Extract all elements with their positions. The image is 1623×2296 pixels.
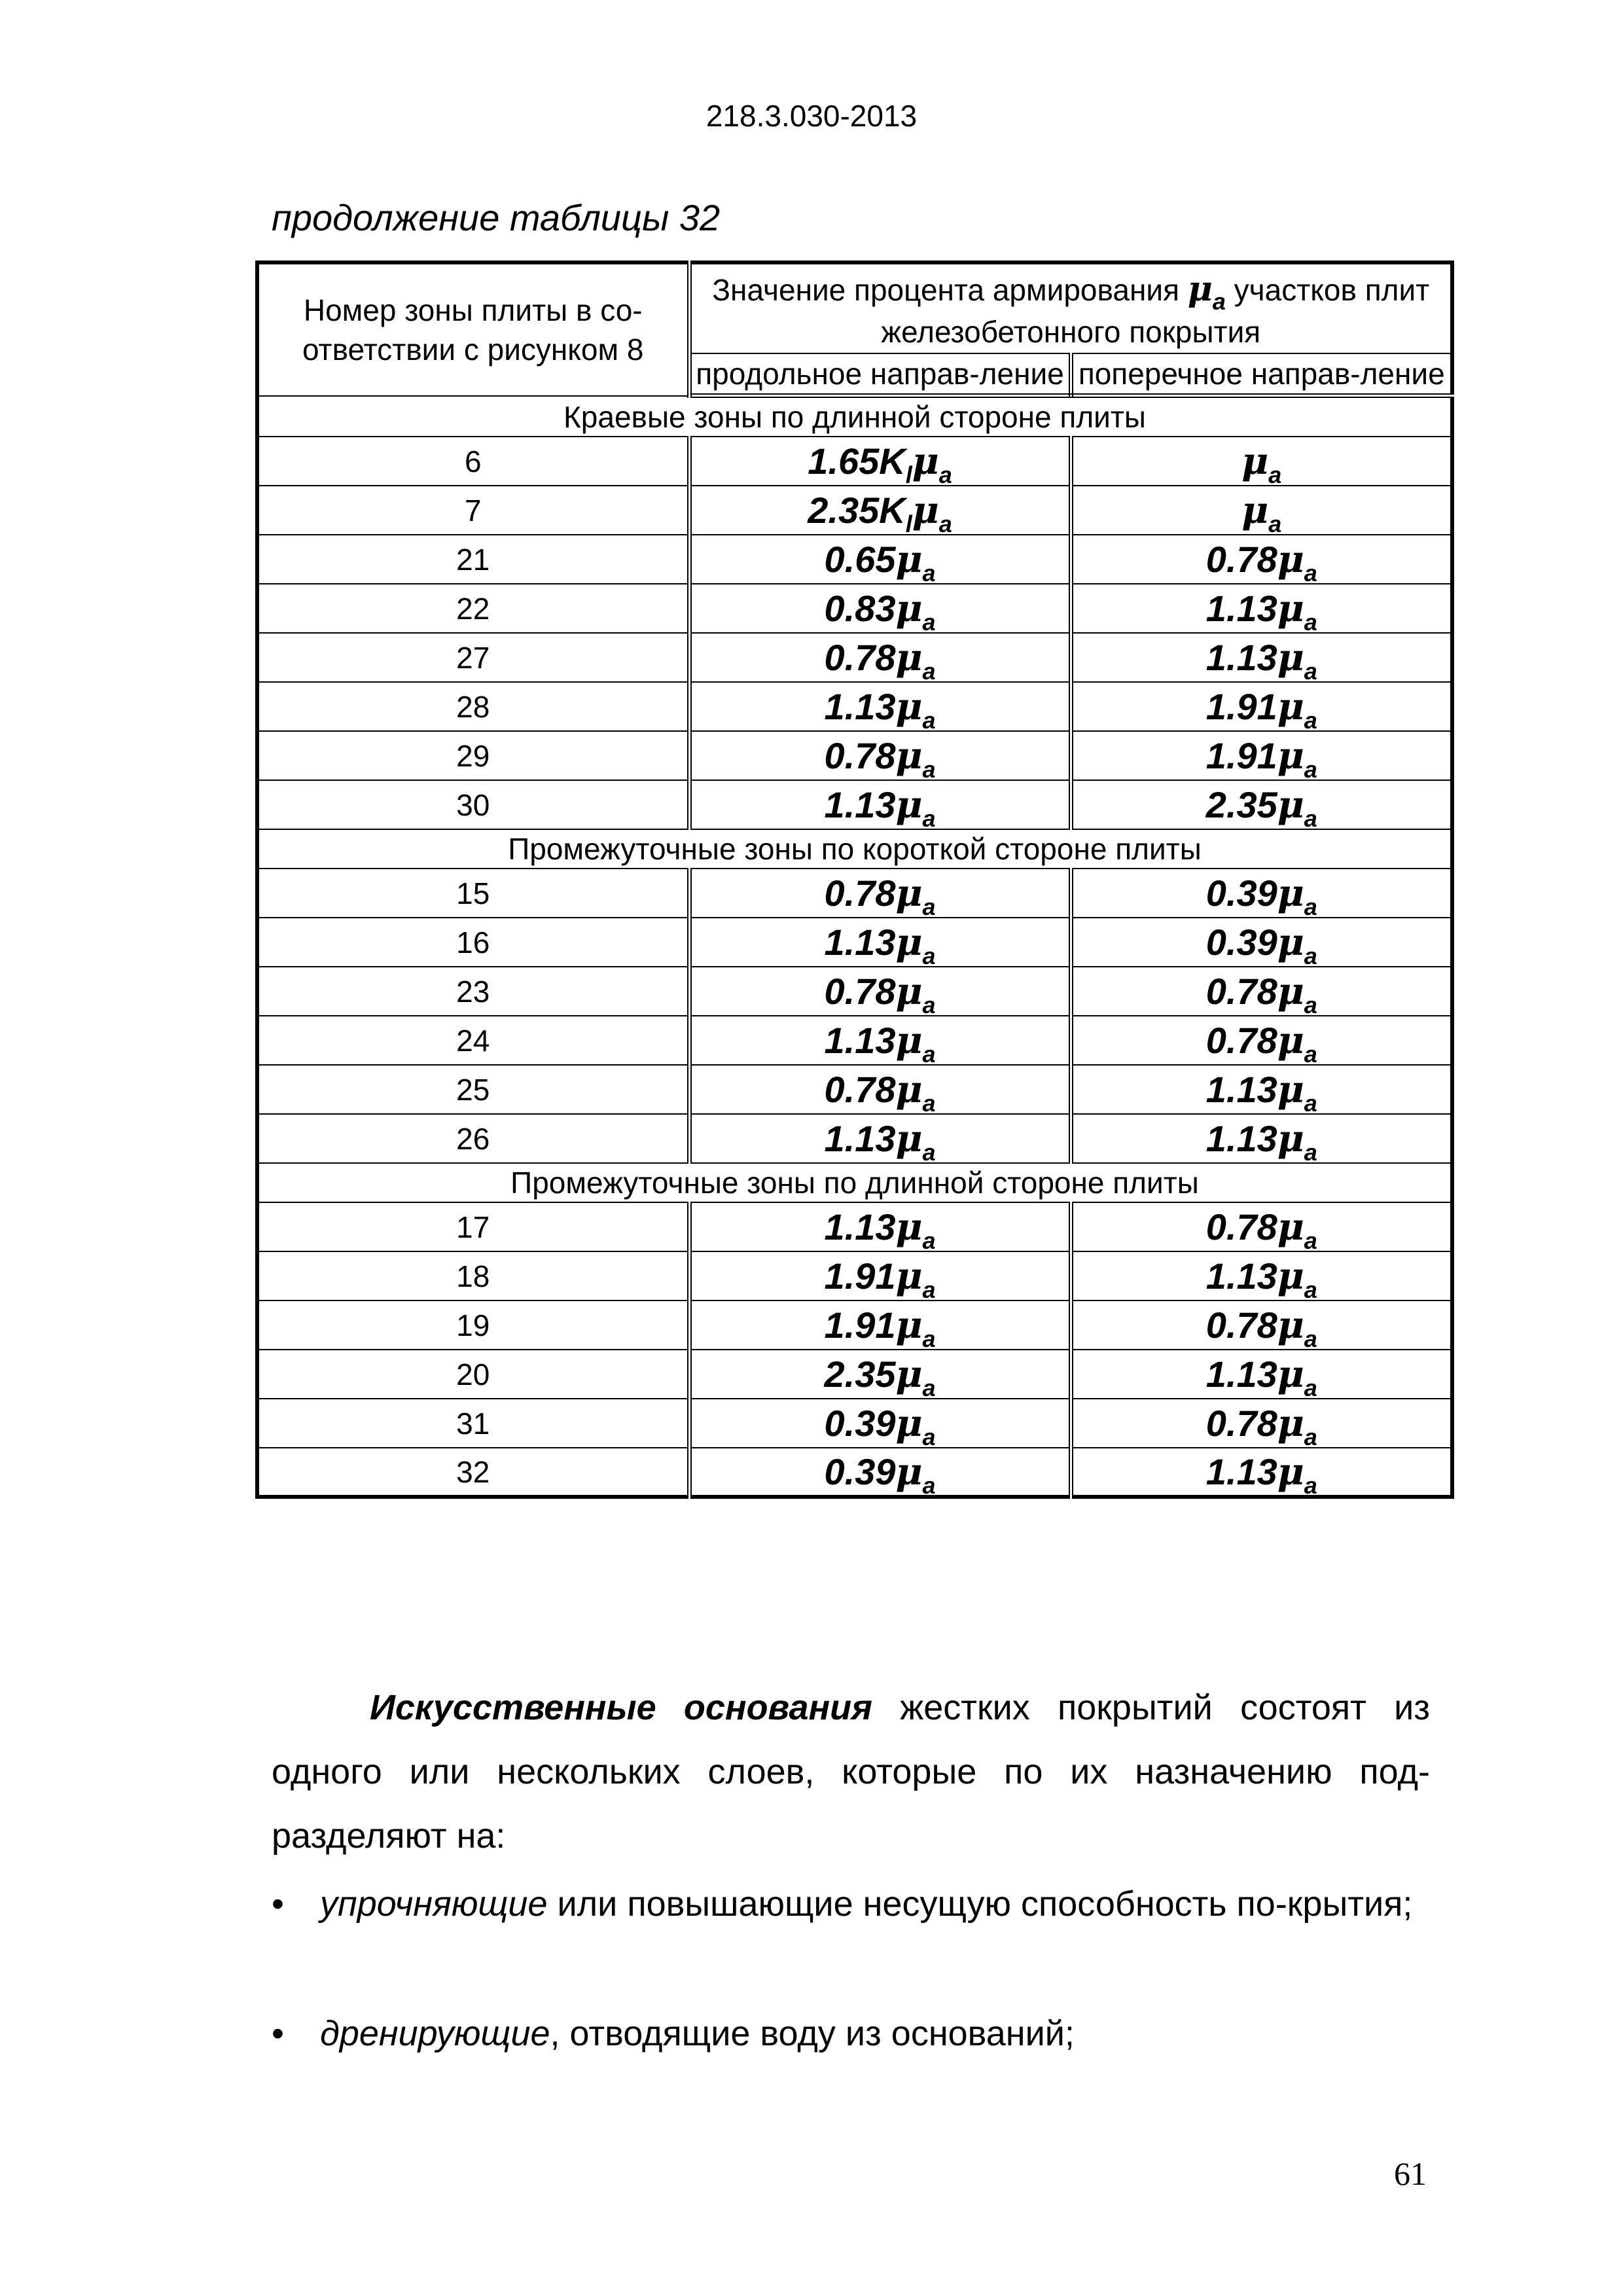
mu-subscript: a bbox=[922, 1325, 936, 1352]
mu-subscript: a bbox=[1304, 608, 1317, 636]
document-code: 218.3.030-2013 bbox=[705, 99, 918, 133]
value-number: 0.78 bbox=[824, 636, 896, 678]
zone-number: 27 bbox=[257, 633, 689, 682]
value-number: 0.39 bbox=[1205, 872, 1277, 914]
mu-subscript: a bbox=[1304, 804, 1317, 832]
zone-number-header: Номер зоны плиты в со-ответствии с рисунком 8 bbox=[257, 262, 689, 396]
mu-symbol: μ bbox=[1277, 1352, 1304, 1396]
mu-subscript: a bbox=[1304, 1040, 1317, 1067]
section-title: Краевые зоны по длинной стороне плиты bbox=[257, 396, 1452, 437]
table-row bbox=[257, 486, 1452, 535]
mu-symbol: μ bbox=[1277, 969, 1304, 1013]
mu-symbol: μ bbox=[1277, 1450, 1304, 1494]
mu-symbol: μ bbox=[895, 1450, 923, 1494]
longitudinal-value bbox=[689, 437, 1071, 486]
value-number: 0.78 bbox=[1205, 1206, 1277, 1247]
value-number: 0.78 bbox=[824, 872, 896, 914]
value-number: 1.13 bbox=[824, 921, 896, 963]
mu-subscript: a bbox=[922, 1471, 936, 1499]
longitudinal-value bbox=[689, 918, 1071, 967]
mu-symbol: μ bbox=[1277, 537, 1304, 581]
table-row bbox=[257, 1448, 1452, 1497]
bullet-dot: • bbox=[272, 2014, 284, 2053]
value-number: 2.35 bbox=[1205, 783, 1277, 825]
value-number: 1.13 bbox=[1205, 1353, 1277, 1395]
zone-number: 24 bbox=[257, 1016, 689, 1065]
longitudinal-value bbox=[689, 584, 1071, 636]
value-number: 1.13 bbox=[824, 1117, 896, 1159]
bullet-rest: или повышающие несущую способность по-крытия; bbox=[547, 1884, 1413, 1924]
longitudinal-value bbox=[689, 1251, 1071, 1303]
value-number: 0.78 bbox=[824, 1068, 896, 1110]
mu-subscript: a bbox=[1304, 1138, 1317, 1166]
mu-subscript: a bbox=[1304, 1471, 1317, 1499]
transverse-value bbox=[1071, 437, 1452, 486]
mu-symbol: μ bbox=[1277, 871, 1304, 915]
transverse-value bbox=[1071, 486, 1452, 535]
mu-subscript: a bbox=[938, 461, 952, 488]
mu-symbol: μ bbox=[895, 586, 923, 630]
transverse-value bbox=[1071, 633, 1452, 685]
mu-subscript: a bbox=[1268, 510, 1282, 537]
transverse-value bbox=[1071, 967, 1452, 1016]
mu-symbol: μ bbox=[895, 783, 923, 827]
mu-symbol: μ bbox=[1277, 586, 1304, 630]
mu-subscript: a bbox=[1304, 755, 1317, 783]
mu-subscript: a bbox=[938, 510, 952, 537]
table-row bbox=[257, 731, 1452, 780]
value-number: 1.13 bbox=[1205, 1255, 1277, 1297]
mu-subscript: a bbox=[1304, 1423, 1317, 1450]
mu-subscript: a bbox=[1304, 1089, 1317, 1117]
mu-symbol: μ bbox=[1241, 488, 1269, 532]
longitudinal-value bbox=[689, 486, 1071, 535]
longitudinal-value bbox=[689, 1016, 1071, 1065]
mu-symbol: μ bbox=[895, 1303, 923, 1347]
mu-symbol: μ bbox=[895, 734, 923, 778]
value-number: 1.13 bbox=[1205, 1068, 1277, 1110]
zone-number: 6 bbox=[257, 437, 689, 486]
mu-symbol: μ bbox=[1241, 439, 1269, 483]
table-row bbox=[257, 1016, 1452, 1065]
mu-symbol: μ bbox=[895, 685, 923, 728]
body-paragraph bbox=[272, 1676, 1430, 1868]
mu-subscript: a bbox=[922, 1138, 936, 1166]
table-row bbox=[257, 780, 1452, 829]
zone-number: 16 bbox=[257, 918, 689, 967]
mu-subscript: a bbox=[1304, 1227, 1317, 1254]
transverse-value bbox=[1071, 869, 1452, 918]
value-number: 0.83 bbox=[824, 587, 896, 629]
mu-symbol: μ bbox=[1277, 636, 1304, 679]
mu-subscript: a bbox=[1304, 991, 1317, 1018]
mu-subscript: a bbox=[922, 1276, 936, 1303]
mu-symbol: μ bbox=[912, 439, 939, 483]
value-number: 1.91 bbox=[824, 1304, 896, 1346]
zone-number: 21 bbox=[257, 535, 689, 584]
mu-symbol: μ bbox=[1277, 1205, 1304, 1249]
value-number: 0.78 bbox=[1205, 538, 1277, 580]
value-number: 1.91 bbox=[1205, 734, 1277, 776]
zone-number: 20 bbox=[257, 1350, 689, 1399]
mu-subscript: a bbox=[922, 755, 936, 783]
value-number: 2.35K bbox=[808, 489, 906, 531]
transverse-value bbox=[1071, 1448, 1452, 1497]
table-row bbox=[257, 584, 1452, 633]
mu-symbol: μ bbox=[895, 920, 923, 964]
mu-subscript: a bbox=[1304, 1276, 1317, 1303]
mu-symbol: μ bbox=[1277, 1401, 1304, 1445]
zone-number: 18 bbox=[257, 1251, 689, 1300]
reinforcement-group-header bbox=[689, 262, 1452, 353]
bullet-item bbox=[272, 1872, 1430, 1936]
value-number: 2.35 bbox=[824, 1353, 896, 1395]
zone-number: 30 bbox=[257, 780, 689, 829]
mu-subscript: a bbox=[922, 657, 936, 685]
zone-number: 31 bbox=[257, 1399, 689, 1448]
group-header-text: Значение процента армирования bbox=[712, 273, 1180, 307]
value-number: 0.78 bbox=[824, 970, 896, 1012]
longitudinal-value bbox=[689, 535, 1071, 584]
mu-symbol: μ bbox=[1277, 685, 1304, 728]
mu-subscript: a bbox=[922, 804, 936, 832]
section-title: Промежуточные зоны по длинной стороне плиты bbox=[257, 1163, 1452, 1202]
zone-number: 17 bbox=[257, 1202, 689, 1251]
mu-symbol: μ bbox=[895, 636, 923, 679]
mu-subscript: a bbox=[922, 1227, 936, 1254]
mu-symbol: μ bbox=[895, 1254, 923, 1298]
value-number: 0.39 bbox=[824, 1402, 896, 1444]
value-number: 0.65 bbox=[824, 538, 896, 580]
mu-subscript: a bbox=[1212, 288, 1226, 315]
longitudinal-value bbox=[689, 1448, 1071, 1497]
mu-subscript: a bbox=[922, 991, 936, 1018]
value-number: 1.13 bbox=[824, 685, 896, 727]
transverse-value bbox=[1071, 1300, 1452, 1350]
section-title: Промежуточные зоны по короткой стороне плиты bbox=[257, 829, 1452, 869]
mu-subscript: a bbox=[1304, 706, 1317, 734]
table-row bbox=[257, 1065, 1452, 1114]
longitudinal-header: продольное направ-ление bbox=[689, 353, 1071, 396]
longitudinal-value bbox=[689, 869, 1071, 918]
mu-symbol: μ bbox=[1277, 734, 1304, 778]
bullet-dot: • bbox=[272, 1884, 284, 1924]
value-number: 1.13 bbox=[1205, 1450, 1277, 1492]
mu-subscript: a bbox=[922, 1374, 936, 1401]
transverse-value bbox=[1071, 918, 1452, 967]
table-row bbox=[257, 1300, 1452, 1350]
bullet-term: дренирующие bbox=[320, 2014, 550, 2053]
mu-subscript: a bbox=[922, 942, 936, 969]
table-row bbox=[257, 869, 1452, 918]
zone-number: 22 bbox=[257, 584, 689, 633]
zone-number: 32 bbox=[257, 1448, 689, 1497]
mu-symbol: μ bbox=[1277, 920, 1304, 964]
mu-symbol: μ bbox=[895, 1117, 923, 1160]
zone-number: 7 bbox=[257, 486, 689, 535]
value-number: 1.13 bbox=[1205, 1117, 1277, 1159]
mu-symbol: μ bbox=[1277, 1117, 1304, 1160]
table-row bbox=[257, 535, 1452, 584]
paragraph-text: жестких покрытий состоят из одного или нескольких слоев, которые по их назначению под-разделяют на: bbox=[272, 1688, 1431, 1856]
mu-symbol: μ bbox=[895, 1401, 923, 1445]
longitudinal-value bbox=[689, 1300, 1071, 1350]
mu-symbol: μ bbox=[895, 1205, 923, 1249]
mu-subscript: a bbox=[922, 559, 936, 586]
bullet-rest: , отводящие воду из оснований; bbox=[550, 2014, 1075, 2053]
mu-symbol: μ bbox=[895, 871, 923, 915]
mu-symbol: μ bbox=[1277, 1067, 1304, 1111]
paragraph-term: Искусственные основания bbox=[370, 1688, 872, 1727]
transverse-value bbox=[1071, 1399, 1452, 1448]
transverse-value bbox=[1071, 682, 1452, 734]
bullet-text bbox=[320, 1872, 1430, 1936]
mu-subscript: a bbox=[922, 608, 936, 636]
mu-symbol: μ bbox=[895, 969, 923, 1013]
mu-subscript: a bbox=[1268, 461, 1282, 488]
reinforcement-table bbox=[255, 260, 1454, 1499]
value-number: 1.91 bbox=[824, 1255, 896, 1297]
mu-symbol: μ bbox=[1277, 1254, 1304, 1298]
table-row bbox=[257, 1114, 1452, 1163]
bullet-term: упрочняющие bbox=[320, 1884, 548, 1924]
section-row bbox=[257, 1163, 1452, 1202]
transverse-value bbox=[1071, 1065, 1452, 1117]
k-subscript: l bbox=[905, 510, 912, 537]
group-header-text-end: участков плит железобетонного покрытия bbox=[881, 273, 1430, 349]
transverse-value bbox=[1071, 1202, 1452, 1254]
table-row bbox=[257, 633, 1452, 682]
mu-subscript: a bbox=[1304, 942, 1317, 969]
longitudinal-value bbox=[689, 633, 1071, 685]
mu-subscript: a bbox=[922, 1040, 936, 1067]
value-number: 0.39 bbox=[1205, 921, 1277, 963]
longitudinal-value bbox=[689, 967, 1071, 1016]
value-number: 0.78 bbox=[824, 734, 896, 776]
table-row bbox=[257, 682, 1452, 731]
value-number: 0.78 bbox=[1205, 1019, 1277, 1061]
zone-number: 23 bbox=[257, 967, 689, 1016]
longitudinal-value bbox=[689, 780, 1071, 832]
value-number: 1.13 bbox=[824, 783, 896, 825]
table-row bbox=[257, 1202, 1452, 1251]
zone-number: 25 bbox=[257, 1065, 689, 1114]
transverse-value bbox=[1071, 1016, 1452, 1065]
mu-subscript: a bbox=[1304, 657, 1317, 685]
longitudinal-value bbox=[689, 1399, 1071, 1448]
longitudinal-value bbox=[689, 1065, 1071, 1117]
mu-subscript: a bbox=[922, 1089, 936, 1117]
transverse-value bbox=[1071, 1350, 1452, 1399]
table-row bbox=[257, 437, 1452, 486]
longitudinal-value bbox=[689, 1202, 1071, 1254]
mu-subscript: a bbox=[922, 706, 936, 734]
longitudinal-value bbox=[689, 731, 1071, 783]
mu-symbol: μ bbox=[895, 1018, 923, 1062]
mu-symbol: μ bbox=[895, 1352, 923, 1396]
table-row bbox=[257, 967, 1452, 1016]
table-row bbox=[257, 918, 1452, 967]
table-row bbox=[257, 1350, 1452, 1399]
table-row bbox=[257, 1251, 1452, 1300]
page-number: 61 bbox=[1394, 2155, 1427, 2192]
mu-symbol: μ bbox=[895, 1067, 923, 1111]
value-number: 1.65K bbox=[808, 440, 906, 482]
transverse-header: поперечное направ-ление bbox=[1071, 353, 1452, 396]
longitudinal-value bbox=[689, 682, 1071, 734]
mu-symbol: μ bbox=[895, 537, 923, 581]
mu-symbol: μ bbox=[912, 488, 939, 532]
mu-symbol: μ bbox=[1277, 783, 1304, 827]
mu-subscript: a bbox=[922, 893, 936, 920]
value-number: 1.13 bbox=[824, 1206, 896, 1247]
transverse-value bbox=[1071, 1114, 1452, 1166]
mu-subscript: a bbox=[1304, 1374, 1317, 1401]
value-number: 0.78 bbox=[1205, 1304, 1277, 1346]
zone-number: 15 bbox=[257, 869, 689, 918]
transverse-value bbox=[1071, 731, 1452, 783]
mu-symbol: μ bbox=[1277, 1018, 1304, 1062]
transverse-value bbox=[1071, 1251, 1452, 1303]
mu-symbol: μ bbox=[1187, 269, 1213, 309]
k-subscript: l bbox=[905, 461, 912, 488]
zone-number: 29 bbox=[257, 731, 689, 780]
value-number: 1.91 bbox=[1205, 685, 1277, 727]
mu-subscript: a bbox=[1304, 559, 1317, 586]
value-number: 1.13 bbox=[1205, 587, 1277, 629]
mu-symbol: μ bbox=[1277, 1303, 1304, 1347]
mu-subscript: a bbox=[922, 1423, 936, 1450]
longitudinal-value bbox=[689, 1114, 1071, 1166]
longitudinal-value bbox=[689, 1350, 1071, 1399]
value-number: 0.39 bbox=[824, 1450, 896, 1492]
transverse-value bbox=[1071, 584, 1452, 636]
section-row bbox=[257, 396, 1452, 437]
bullet-item bbox=[272, 2001, 1430, 2066]
value-number: 1.13 bbox=[1205, 636, 1277, 678]
table-row bbox=[257, 1399, 1452, 1448]
zone-number: 28 bbox=[257, 682, 689, 731]
table-caption: продолжение таблицы 32 bbox=[272, 197, 721, 238]
value-number: 0.78 bbox=[1205, 1402, 1277, 1444]
transverse-value bbox=[1071, 780, 1452, 832]
mu-subscript: a bbox=[1304, 893, 1317, 920]
zone-number: 19 bbox=[257, 1300, 689, 1350]
bullet-text bbox=[320, 2001, 1430, 2066]
zone-number: 26 bbox=[257, 1114, 689, 1163]
mu-subscript: a bbox=[1304, 1325, 1317, 1352]
value-number: 1.13 bbox=[824, 1019, 896, 1061]
transverse-value bbox=[1071, 535, 1452, 584]
section-row bbox=[257, 829, 1452, 869]
value-number: 0.78 bbox=[1205, 970, 1277, 1012]
